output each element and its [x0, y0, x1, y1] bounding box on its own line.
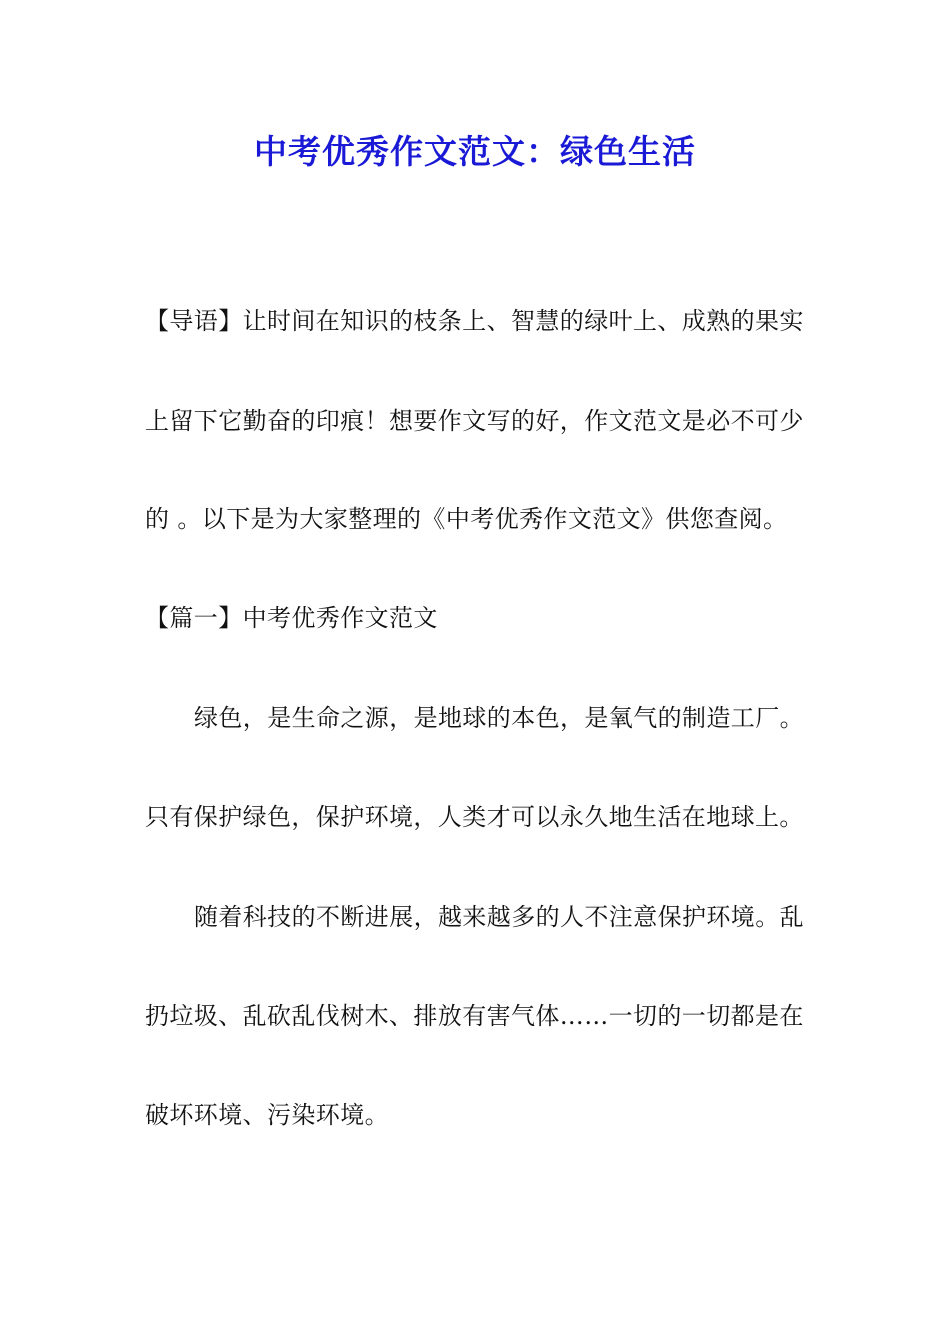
section-heading: 【篇一】中考优秀作文范文: [145, 604, 438, 632]
paragraph-2-line-3: 破坏环境、污染环境。: [145, 1101, 389, 1129]
paragraph-2-line-2: 扔垃圾、乱砍乱伐树木、排放有害气体……一切的一切都是在: [145, 1002, 804, 1030]
intro-line-1: 【导语】让时间在知识的枝条上、智慧的绿叶上、成熟的果实: [145, 307, 804, 335]
paragraph-1-line-1: 绿色，是生命之源，是地球的本色，是氧气的制造工厂。: [194, 704, 804, 732]
paragraph-2-line-1: 随着科技的不断进展，越来越多的人不注意保护环境。乱: [194, 903, 804, 931]
intro-line-2: 上留下它勤奋的印痕！想要作文写的好，作文范文是必不可少: [145, 407, 804, 435]
paragraph-1-line-2: 只有保护绿色，保护环境，人类才可以永久地生活在地球上。: [145, 803, 804, 831]
intro-line-3: 的 。以下是为大家整理的《中考优秀作文范文》供您查阅。: [145, 505, 788, 533]
document-title: 中考优秀作文范文：绿色生活: [254, 132, 696, 171]
